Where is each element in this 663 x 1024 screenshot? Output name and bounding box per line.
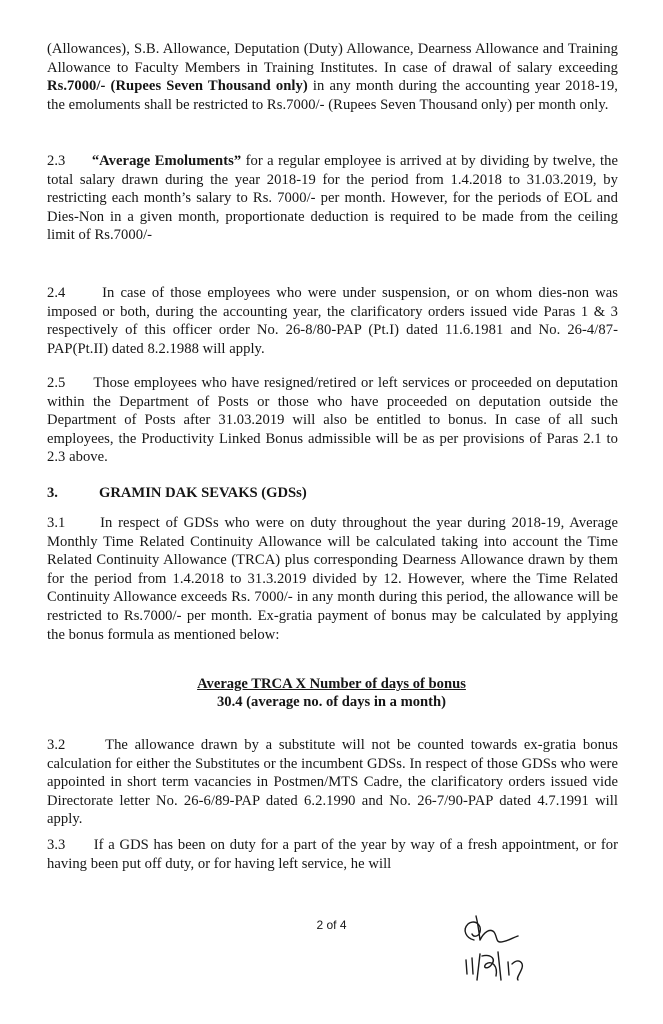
paragraph-intro bbox=[47, 40, 618, 114]
para-number: 2.3 bbox=[47, 153, 66, 169]
para-text: Those employees who have resigned/retired or left services or proceeded on deputation within the Department of Posts or those who have proceeded on deputation outside the Department of Posts after 31.03.2019 will also be entitled to bonus. In case of all such employees, the Productivity Linked Bonus admissible will be as per provisions of Paras 2.1 to 2.3 above. bbox=[47, 375, 618, 466]
para-number: 3.1 bbox=[47, 515, 66, 531]
paragraph-3-3 bbox=[47, 836, 618, 873]
para-text: If a GDS has been on duty for a part of the year by way of a fresh appointment, or for having been put off duty, or for having left service, he will bbox=[47, 837, 618, 872]
section-title: GRAMIN DAK SEVAKS (GDSs) bbox=[99, 485, 307, 501]
intro-amount: Rs.7000/- (Rupees Seven Thousand only) bbox=[47, 78, 308, 95]
paragraph-3-1 bbox=[47, 514, 618, 644]
para-text: The allowance drawn by a substitute will not be counted towards ex-gratia bonus calculation for either the Substitutes or the incumbent GDSs. In respect of those GDSs who were appointed in short term vacancies in Postmen/MTS Cadre, the clarificatory orders issued vide Directorate letter No. 26-6/89-PAP dated 6.2.1990 and No. 26-7/90-PAP dated 4.7.1991 will apply. bbox=[47, 737, 618, 828]
bonus-formula bbox=[0, 675, 663, 711]
paragraph-2-4 bbox=[47, 284, 618, 358]
para-number: 3.2 bbox=[47, 737, 66, 753]
para-text: In respect of GDSs who were on duty throughout the year during 2018-19, Average Monthly Time Related Continuity Allowance will be calculated taking into account the Time Related Continuity Allowance (TRCA) plus corresponding Dearness Allowance drawn by them for the period from 1.4.2018 to 31.3.2019 divided by 12. However, where the Time Related Continuity Allowance exceeds Rs. 7000/- in any month during this period, the allowance will be restricted to Rs.7000/- per month. Ex-gratia payment of bonus may be calculated by applying the bonus formula as mentioned below: bbox=[47, 515, 618, 643]
handwritten-signature bbox=[452, 910, 577, 988]
para-text: In case of those employees who were under suspension, or on whom dies-non was imposed or both, during the accounting year, the clarificatory orders issued vide Paras 1 & 3 respectively of this officer order No. 26-8/80-PAP (Pt.I) dated 11.6.1981 and No. 26-4/87-PAP(Pt.II) dated 8.2.1988 will apply. bbox=[47, 285, 618, 357]
para-number: 3.3 bbox=[47, 837, 66, 853]
page-number: 2 of 4 bbox=[316, 918, 347, 932]
signature-icon bbox=[452, 910, 577, 988]
para-number: 2.5 bbox=[47, 375, 66, 391]
term-average-emoluments: “Average Emoluments” bbox=[91, 153, 242, 169]
section-number: 3. bbox=[47, 485, 58, 501]
section-heading-gds bbox=[47, 484, 307, 502]
formula-denominator: 30.4 (average no. of days in a month) bbox=[216, 694, 447, 710]
para-text: for a regular employee is arrived at by dividing by twelve, the total salary drawn during the year 2018-19 for the period from 1.4.2018 to 31.03.2019, by restricting each month’s salary to Rs. 7000/- per month. However, for the periods of EOL and Dies-Non in a given month, proportionate deduction is required to be made from the ceiling limit of Rs.7000/- bbox=[47, 153, 618, 244]
intro-text-a: (Allowances), S.B. Allowance, Deputation (Duty) Allowance, Dearness Allowance and Training Allowance to Faculty Members in Training Institutes. In case of drawal of salary exceeding bbox=[47, 41, 618, 76]
formula-numerator: Average TRCA X Number of days of bonus bbox=[197, 676, 466, 692]
intro-text-b: in any month during the accounting year 2018-19, the emoluments shall be restricted to Rs.7000/- (Rupees Seven Thousand only) per month only. bbox=[47, 78, 619, 113]
paragraph-2-5 bbox=[47, 374, 618, 467]
paragraph-3-2 bbox=[47, 736, 618, 829]
paragraph-2-3 bbox=[47, 152, 618, 245]
para-number: 2.4 bbox=[47, 285, 66, 301]
